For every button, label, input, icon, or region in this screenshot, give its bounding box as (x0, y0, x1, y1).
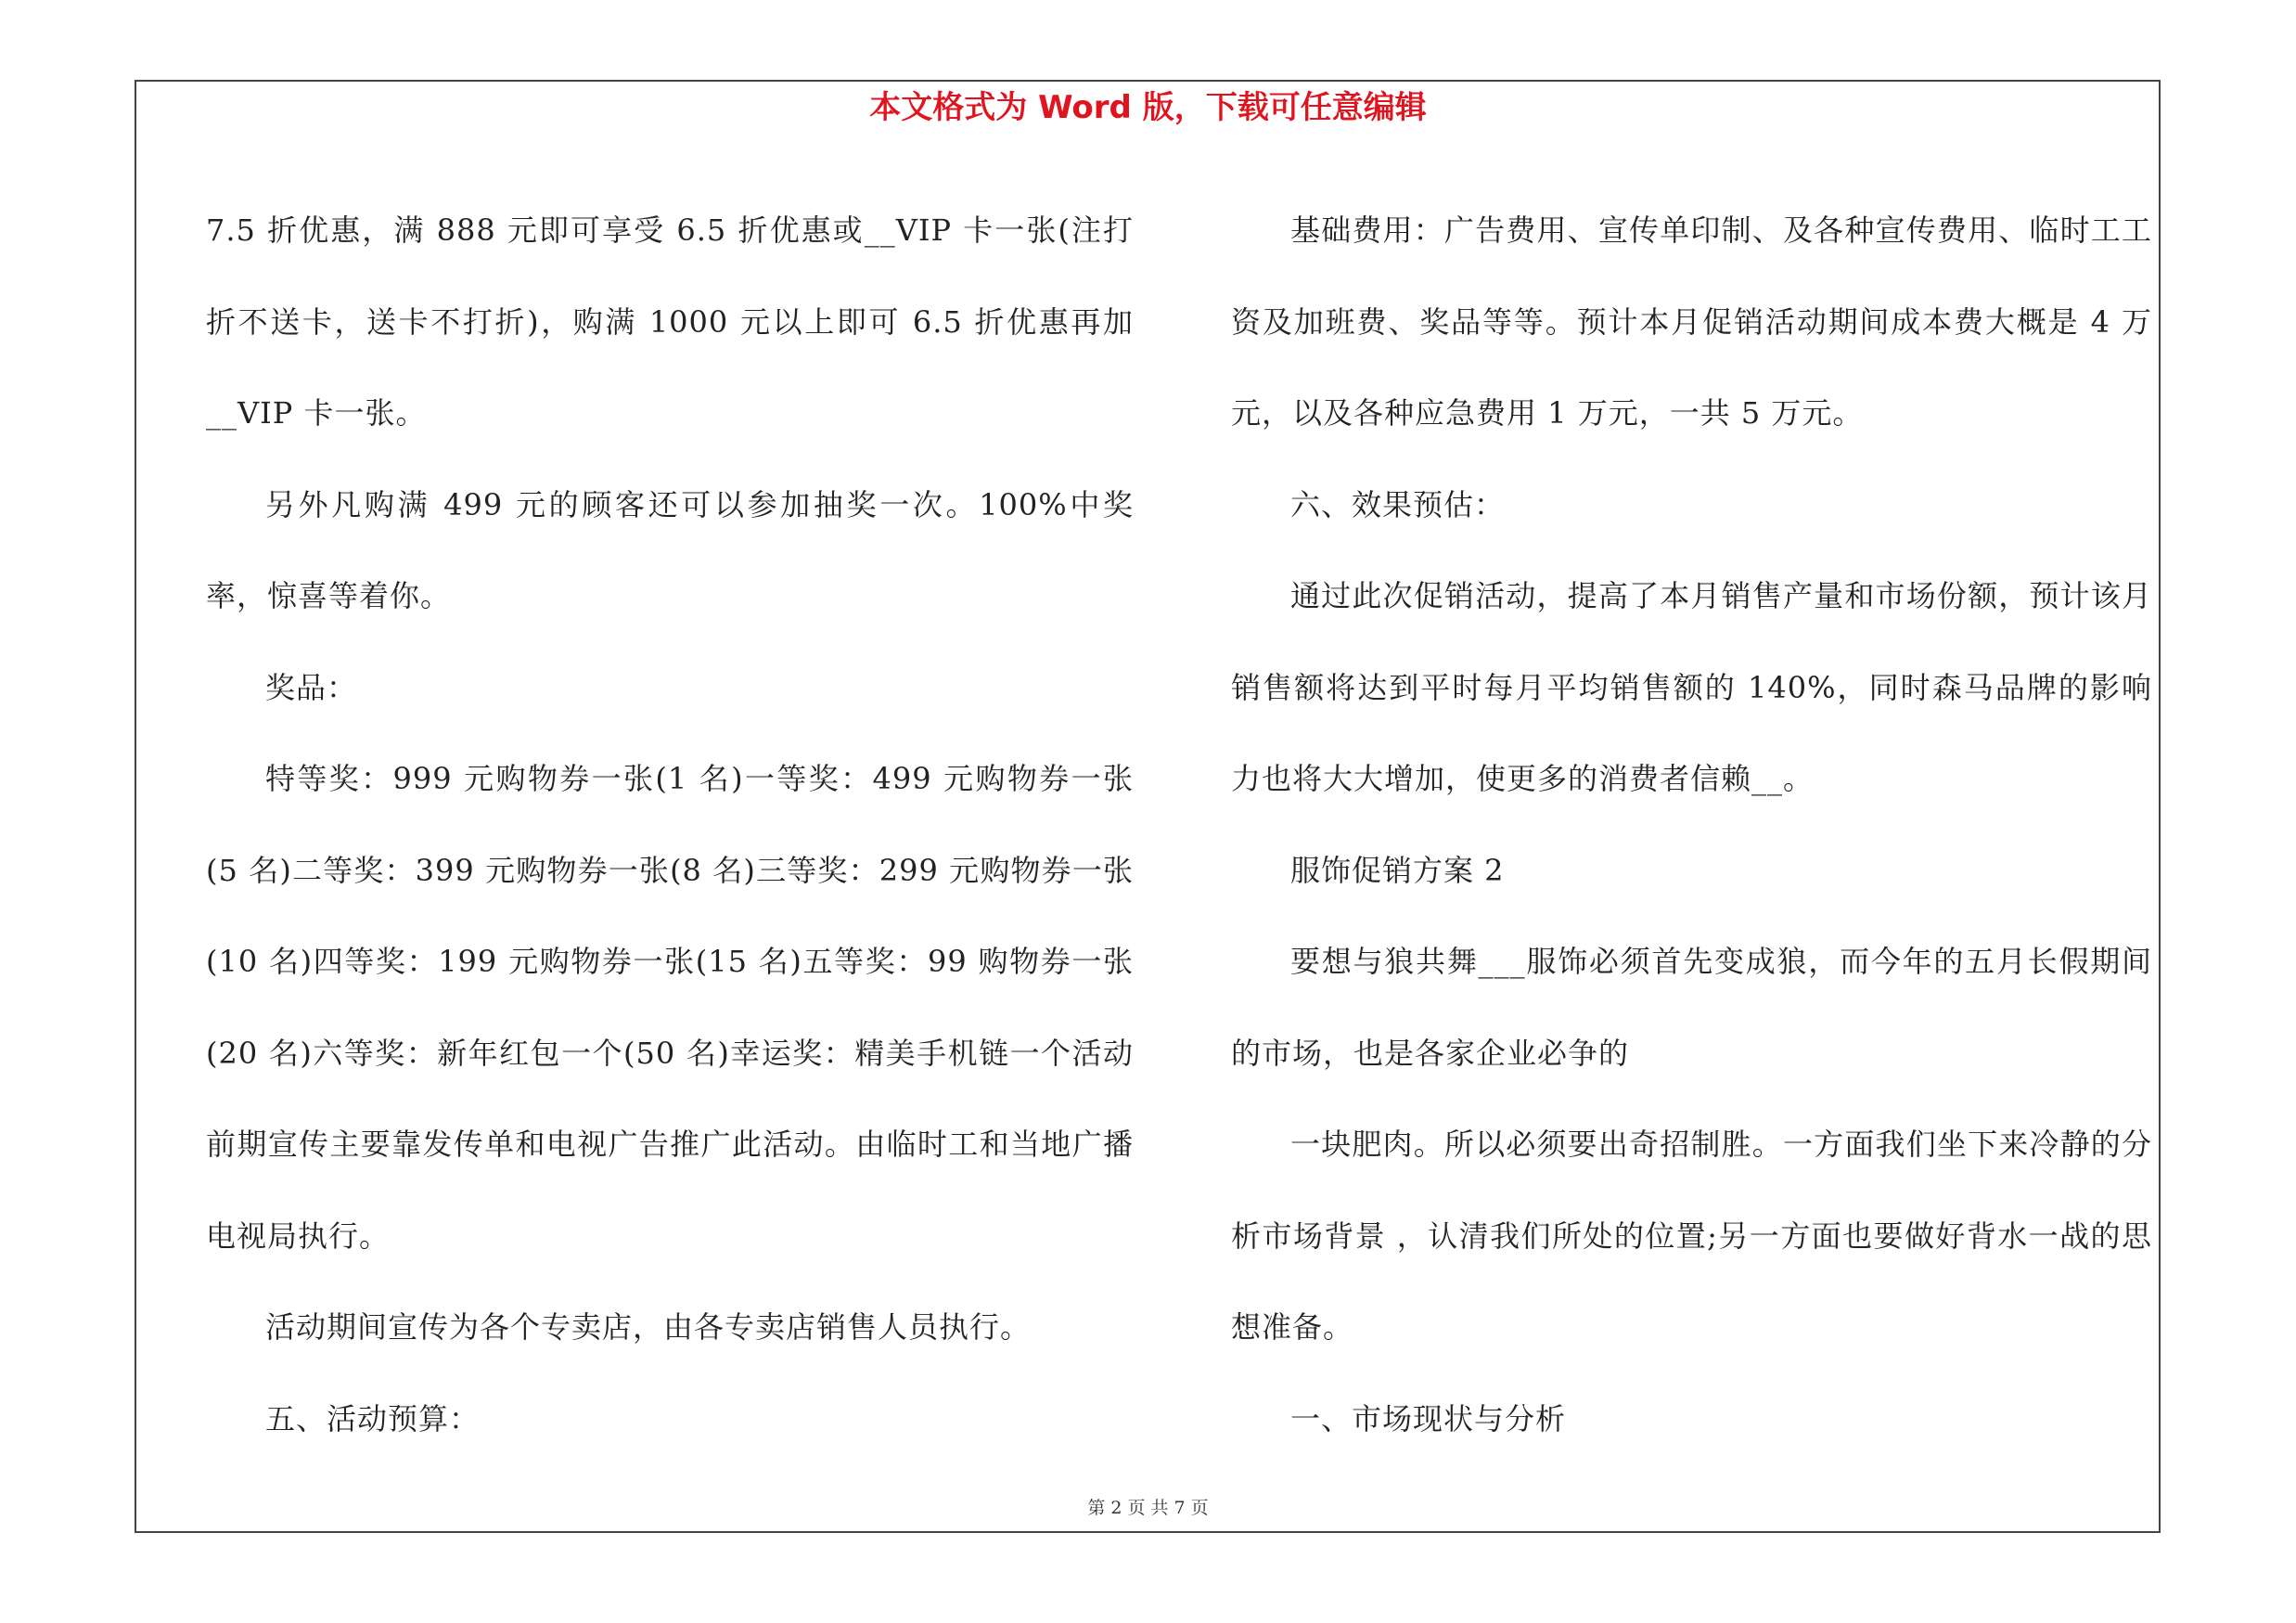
paragraph: 另外凡购满 499 元的顾客还可以参加抽奖一次。100%中奖率，惊喜等着你。 (206, 486, 1134, 613)
page-number-footer: 第 2 页 共 7 页 (1087, 1498, 1209, 1518)
paragraph: 六、效果预估： (1290, 486, 1506, 522)
paragraph: 一块肥肉。所以必须要出奇招制胜。一方面我们坐下来冷静的分析市场背景 ，认清我们所处的位置;另一方面也要做好背水一战的思想准备。 (1231, 1127, 2152, 1345)
document-header-title: 本文格式为 Word 版，下载可任意编辑 (869, 89, 1427, 126)
paragraph: 基础费用：广告费用、宣传单印制、及各种宣传费用、临时工工资及加班费、奖品等等。预计本月促销活动期间成本费大概是 4 万元，以及各种应急费用 1 万元，一共 5 万元。 (1231, 213, 2152, 431)
paragraph: 五、活动预算： (265, 1400, 481, 1436)
paragraph: 7.5 折优惠，满 888 元即可享受 6.5 折优惠或__VIP 卡一张(注打折不送卡，送卡不打折)，购满 1000 元以上即可 6.5 折优惠再加__VIP 卡一张。 (206, 213, 1134, 431)
paragraph: 服饰促销方案 2 (1290, 852, 1505, 888)
paragraph: 一、市场现状与分析 (1290, 1400, 1567, 1436)
paragraph: 要想与狼共舞___服饰必须首先变成狼，而今年的五月长假期间的市场，也是各家企业必争的 (1231, 944, 2152, 1071)
left-text-column (206, 185, 1134, 1464)
paragraph: 活动期间宣传为各个专卖店，由各专卖店销售人员执行。 (265, 1309, 1032, 1345)
paragraph: 通过此次促销活动，提高了本月销售产量和市场份额，预计该月销售额将达到平时每月平均销售额的 140%，同时森马品牌的影响力也将大大增加，使更多的消费者信赖__。 (1231, 578, 2152, 796)
paragraph: 特等奖：999 元购物券一张(1 名)一等奖：499 元购物券一张(5 名)二等奖：399 元购物券一张(8 名)三等奖：299 元购物券一张(10 名)四等奖：199 元购物券一张(15 名)五等奖：99 购物券一张(20 名)六等奖：新年红包一个(50 名)幸运奖：精美手机链一个活动前期宣传主要靠发传单和电视广告推广此活动。由临时工和当地广播电视局执行。 (206, 761, 1134, 1254)
paragraph: 奖品： (265, 669, 358, 705)
right-text-column (1231, 185, 2152, 1464)
